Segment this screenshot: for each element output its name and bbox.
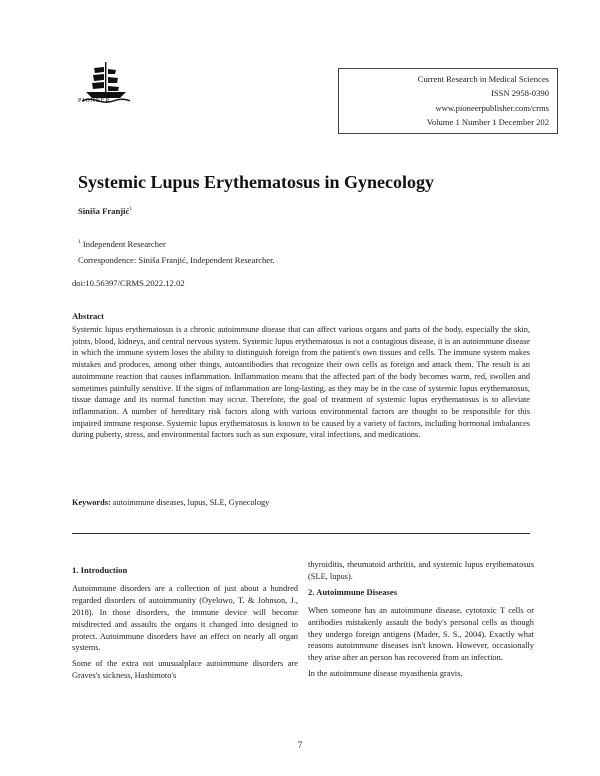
body-column-left bbox=[72, 565, 298, 686]
author-line bbox=[78, 206, 132, 216]
section-divider bbox=[72, 533, 530, 534]
section-heading-introduction: 1. Introduction bbox=[72, 565, 128, 575]
doi[interactable]: doi:10.56397/CRMS.2022.12.02 bbox=[72, 278, 185, 288]
journal-website[interactable]: www.pioneerpublisher.com/crms bbox=[435, 102, 549, 113]
keywords-label: Keywords: bbox=[72, 498, 111, 507]
page-number: 7 bbox=[297, 740, 303, 750]
journal-volume: Volume 1 Number 1 December 202 bbox=[426, 116, 549, 127]
correspondence: Correspondence: Siniša Franjić, Independent Researcher. bbox=[78, 254, 275, 265]
paragraph: thyroiditis, rheumatoid arthritis, and systemic lupus erythematosus (SLE, lupus). bbox=[308, 560, 534, 581]
affiliation-block bbox=[78, 234, 275, 268]
author-name: Siniša Franjić bbox=[78, 206, 130, 216]
abstract-heading: Abstract bbox=[72, 311, 104, 321]
paragraph: In the autoimmune disease myasthenia gravis, bbox=[308, 669, 463, 679]
journal-info-box bbox=[338, 68, 558, 134]
author-superscript: 1 bbox=[129, 206, 133, 213]
paragraph: Some of the extra not unusualplace autoimmune disorders are Graves's sickness, Hashimoto's bbox=[72, 659, 298, 681]
paragraph: When someone has an autoimmune disease, cytotoxic T cells or antibodies mistakenly assault the body's personal cells as though they undergo foreign antigens (Mader, S. S., 2004). Exactly what reasons autoimmune diseases isn't known. However, occasionally they arise after an person has recovered from an infection. bbox=[308, 605, 534, 663]
article-title: Systemic Lupus Erythematosus in Gynecology bbox=[78, 172, 435, 192]
body-column-right bbox=[308, 559, 534, 684]
keywords-text: autoimmune diseases, lupus, SLE, Gynecology bbox=[112, 498, 270, 507]
journal-name: Current Research in Medical Sciences bbox=[417, 74, 549, 84]
affiliation-text: Independent Researcher bbox=[82, 238, 166, 249]
journal-issn: ISSN 2958-0390 bbox=[490, 88, 549, 99]
affiliation bbox=[78, 234, 275, 252]
paragraph: Autoimmune disorders are a collection of just about a hundred regarded disorders of autoimmunity (Oyelowo, T. & Johnson, J., 2018). In those disorders, the immune device will become misdirected and assaults the organs it changed into designed to protect. Autoimmune disorders have an effect on nearly all organ systems. bbox=[72, 583, 298, 653]
affiliation-superscript: 1 bbox=[78, 239, 81, 245]
section-heading-autoimmune-diseases: 2. Autoimmune Diseases bbox=[308, 586, 398, 597]
logo-wordmark: PIONEER bbox=[78, 98, 111, 104]
abstract-text: Systemic lupus erythematosus is a chronic autoimmune disease that can affect various organs and parts of the body, especially the skin, joints, blood, kidneys, and central nervous system. Systemic lupus erythematosus is not a contagious disease, it is an autoimmune disease in which the immune system loses the ability to distinguish foreign from the patient's own tissues and cells. The immune system makes mistakes and produces, among other things, autoantibodies that recognize their own cells as foreign and attack them. The result is an autoimmune reaction that causes inflammation. Inflammation means that the affected part of the body becomes warm, red, swollen and sometimes painfully sensitive. If the signs of inflammation are long-lasting, as they may be in the case of systemic lupus erythematosus, tissue damage and its normal function may occur. Therefore, the goal of treatment of systemic lupus erythematosus is to alleviate inflammation. A number of hereditary risk factors along with various environmental factors are thought to be responsible for this impaired immune response. Systemic lupus erythematosus is known to be caused by a variety of factors, including hormonal imbalances during puberty, stress, and environmental factors such as sun exposure, viral infections, and medications. bbox=[72, 325, 530, 440]
keywords bbox=[72, 498, 269, 507]
